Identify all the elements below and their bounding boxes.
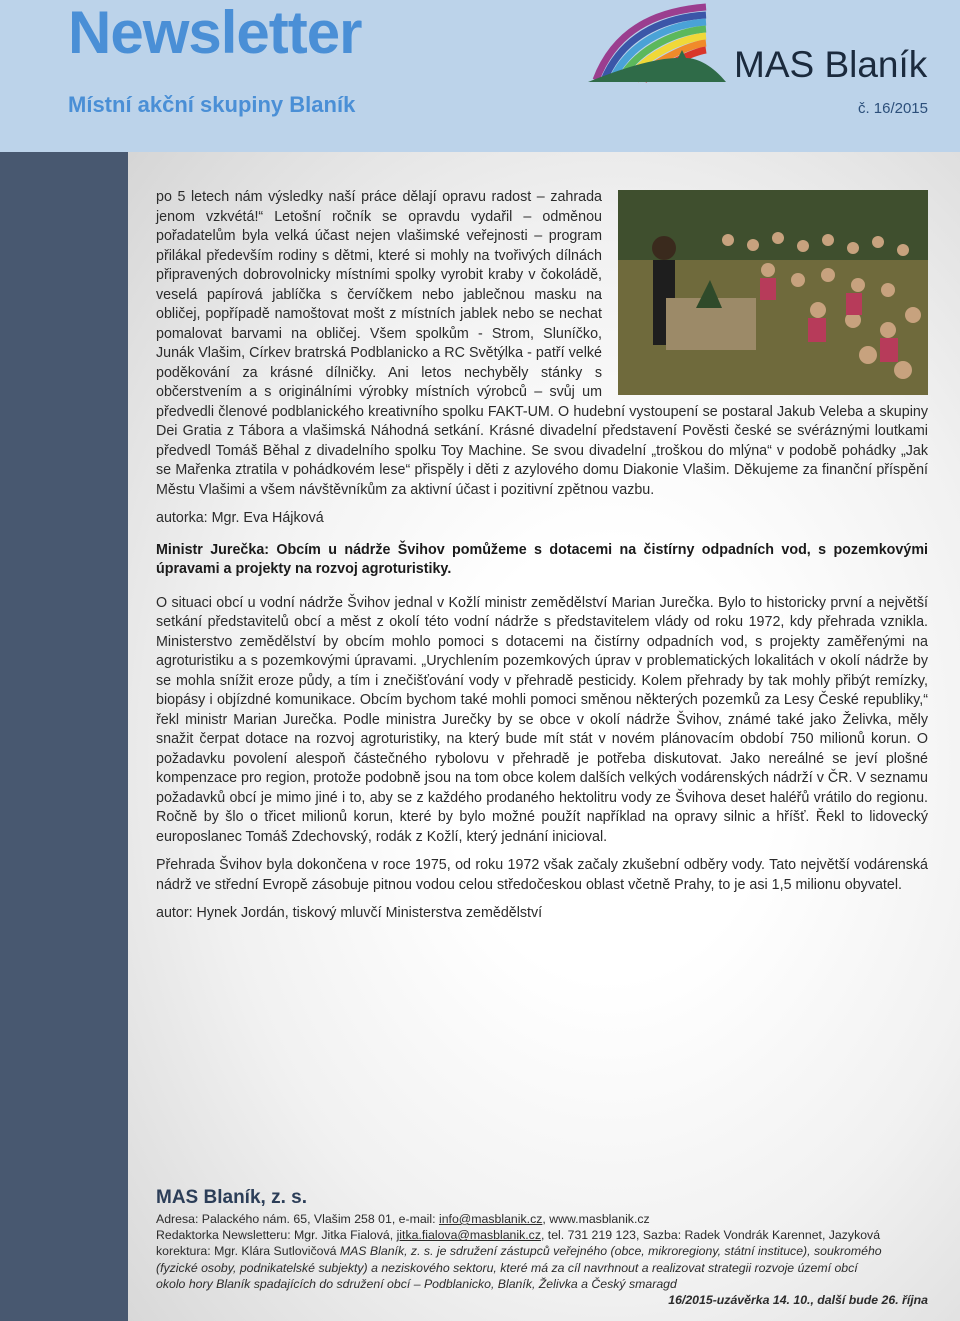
- org-description: MAS Blaník, z. s. je sdružení zástupců veřejného (obce, mikroregiony, státní instituce), soukromého: [339, 1244, 882, 1259]
- footer-org-name: MAS Blaník, z. s.: [156, 1187, 307, 1208]
- email-link-editor[interactable]: jitka.fialova@masblanik.cz: [396, 1228, 541, 1243]
- issue-number: č. 16/2015: [857, 100, 928, 117]
- footer-proof: [156, 1243, 928, 1259]
- address-prefix: Adresa: Palackého nám. 65, Vlašim 258 01, e-mail:: [156, 1212, 439, 1226]
- footer-address: [156, 1211, 928, 1227]
- newsletter-subtitle: Místní akční skupiny Blaník: [68, 92, 356, 117]
- org-description-line-2: (fyzické osoby, podnikatelské subjekty) a neziskového sektoru, které má za cíl navrhnout a realizovat strategii rozvoje území obcí: [156, 1260, 858, 1275]
- article1-author: autorka: Mgr. Eva Hájková: [156, 510, 324, 526]
- proof-text: korektura: Mgr. Klára Sutlovičová: [156, 1244, 340, 1259]
- brand-name: MAS Blaník: [734, 44, 928, 85]
- address-suffix: , www.masblanik.cz: [542, 1212, 650, 1226]
- article2-paragraph-2: Přehrada Švihov byla dokončena v roce 1975, od roku 1972 však začaly zkušební odběry vody. Tato největší vodárenská nádrž ve střední Evropě zásobuje pitnou vodou celou středočeskou oblast včetně Prahy, to je asi 1,5 milionu obyvatel.: [156, 857, 928, 893]
- puppet-show-photo: [618, 190, 928, 395]
- footer-editor: [156, 1227, 928, 1243]
- editor-suffix: , tel. 731 219 123, Sazba: Radek Vondrák Karennet, Jazyková: [540, 1228, 881, 1243]
- footer: [156, 1187, 928, 1308]
- email-link-info[interactable]: info@masblanik.cz: [438, 1212, 543, 1226]
- article1-paragraph: po 5 letech nám výsledky naší práce dělají opravu radost – zahrada jenom vzkvétá!“ Letošní ročník se opravdu vydařil – odměnou pořadatelům byla velká účast nejen vlašimské veřejnosti – program přilákal především rodiny s dětmi, které si mohly na tvořivých dílnách připravených dobrovolnicky místními spolky vyrobit kraby v čokoládě, veselá papírová jablíčka s červíčkem nebo jablečnou masku na obličej, popřípadě namoštovat mošt z místních jablek nebo se nechat pomalovat barvami na obličej. Všem spolkům - Strom, Sluníčko, Junák Vlašim, Církev bratrská Podblanicko a RC Světýlka - patří velké poděkování za krásné dílničky. Ani letos nechyběly stánky s občerstvením a s originálními výrobky místních výrobců – svůj um předvedli členové podblanického kreativního spolku FAKT-UM. O hudební vystoupení se postaral Jakub Veleba a skupiny Dei Gratia z Tábora a vlašimská Náhodná setkání. Krásné divadelní představení Pověsti české se svéráznými loutkami předvedl Tomáš Běhal z divadelního spolku Toy Machine. Se svou divadelní „troškou do mlýna“ v podobě pohádky „Jak se Mařenka ztratila v pohádkovém lese“ přispěly i děti z azylového domu Diakonie Vlašim. Děkujeme za finanční příspění Městu Vlašimi a všem návštěvníkům za aktivní účast i pozitivní zpětnou vazbu.: [156, 189, 928, 498]
- header: [0, 0, 960, 152]
- issue-closing-info: 16/2015-uzávěrka 14. 10., další bude 26. října: [668, 1293, 928, 1308]
- article2-paragraph-1: O situaci obcí u vodní nádrže Švihov jednal v Kožlí ministr zemědělství Marian Jurečka. Bylo to historicky první a největší setkání představitelů obcí a měst z okolí této vodní nádrže s představitelem vlády od roku 1972, kdy přehrada vznikla. Ministerstvo zemědělství by obcím mohlo pomoci s dotacemi na čistírny odpadních vod, s projekty zaměřenými na agroturistiku a s pozemkovými úpravami. „Urychlením pozemkových úprav v problematických lokalitách v okolí nádrže by se mohla snížit eroze půdy, a tím i znečišťování vody v přehradě pesticidy. Kolem přehrady by tak mohly přibýt remízky, biopásy i objízdné komunikace. Obcím bychom také mohli pomoci směnou některých pozemků za Lesy České republiky,“ řekl ministr Marian Jurečka. Podle ministra Jurečky by se obce v okolí nádrže Švihov, známé také jako Želivka, měly snažit čerpat dotace na rozvoj agroturistiky, na který bude mít stát v novém plánovacím období 750 milionů korun. O požadavku povolení alespoň částečného rybolovu v přehradě je potřeba diskutovat. Jako nereálné se jeví plošné kompenzace pro region, protože podobně jsou na tom obce kolem dalších velkých vodárenských nádrží v ČR. V seznamu požadavků obcí je mimo jiné i to, aby se z každého prodaného hektolitru vody ze Švihova deset haléřů vrátilo do regionu. Ročně by šlo o třicet milionů korun, které by bylo možné použít například na opravy silnic a hříšť. Řekl to lidovecký europoslanec Tomáš Zdechovský, rodák z Kožlí, který jednání inicioval.: [156, 594, 928, 845]
- editor-prefix: Redaktorka Newsletteru: Mgr. Jitka Fialová,: [156, 1228, 397, 1243]
- article2-headline: Ministr Jurečka: Obcím u nádrže Švihov pomůžeme s dotacemi na čistírny odpadních vod, s pozemkovými úpravami a projekty na rozvoj agroturistiky.: [156, 541, 928, 577]
- newsletter-title: Newsletter: [68, 0, 362, 66]
- article2-author: autor: Hynek Jordán, tiskový mluvčí Ministerstva zemědělství: [156, 905, 543, 921]
- org-description-line-3: okolo hory Blaník spadajících do sdružení obcí – Podblanicko, Blaník, Želivka a Český smaragd: [156, 1276, 677, 1291]
- article-body: [156, 188, 928, 933]
- left-sidebar: [0, 152, 128, 1321]
